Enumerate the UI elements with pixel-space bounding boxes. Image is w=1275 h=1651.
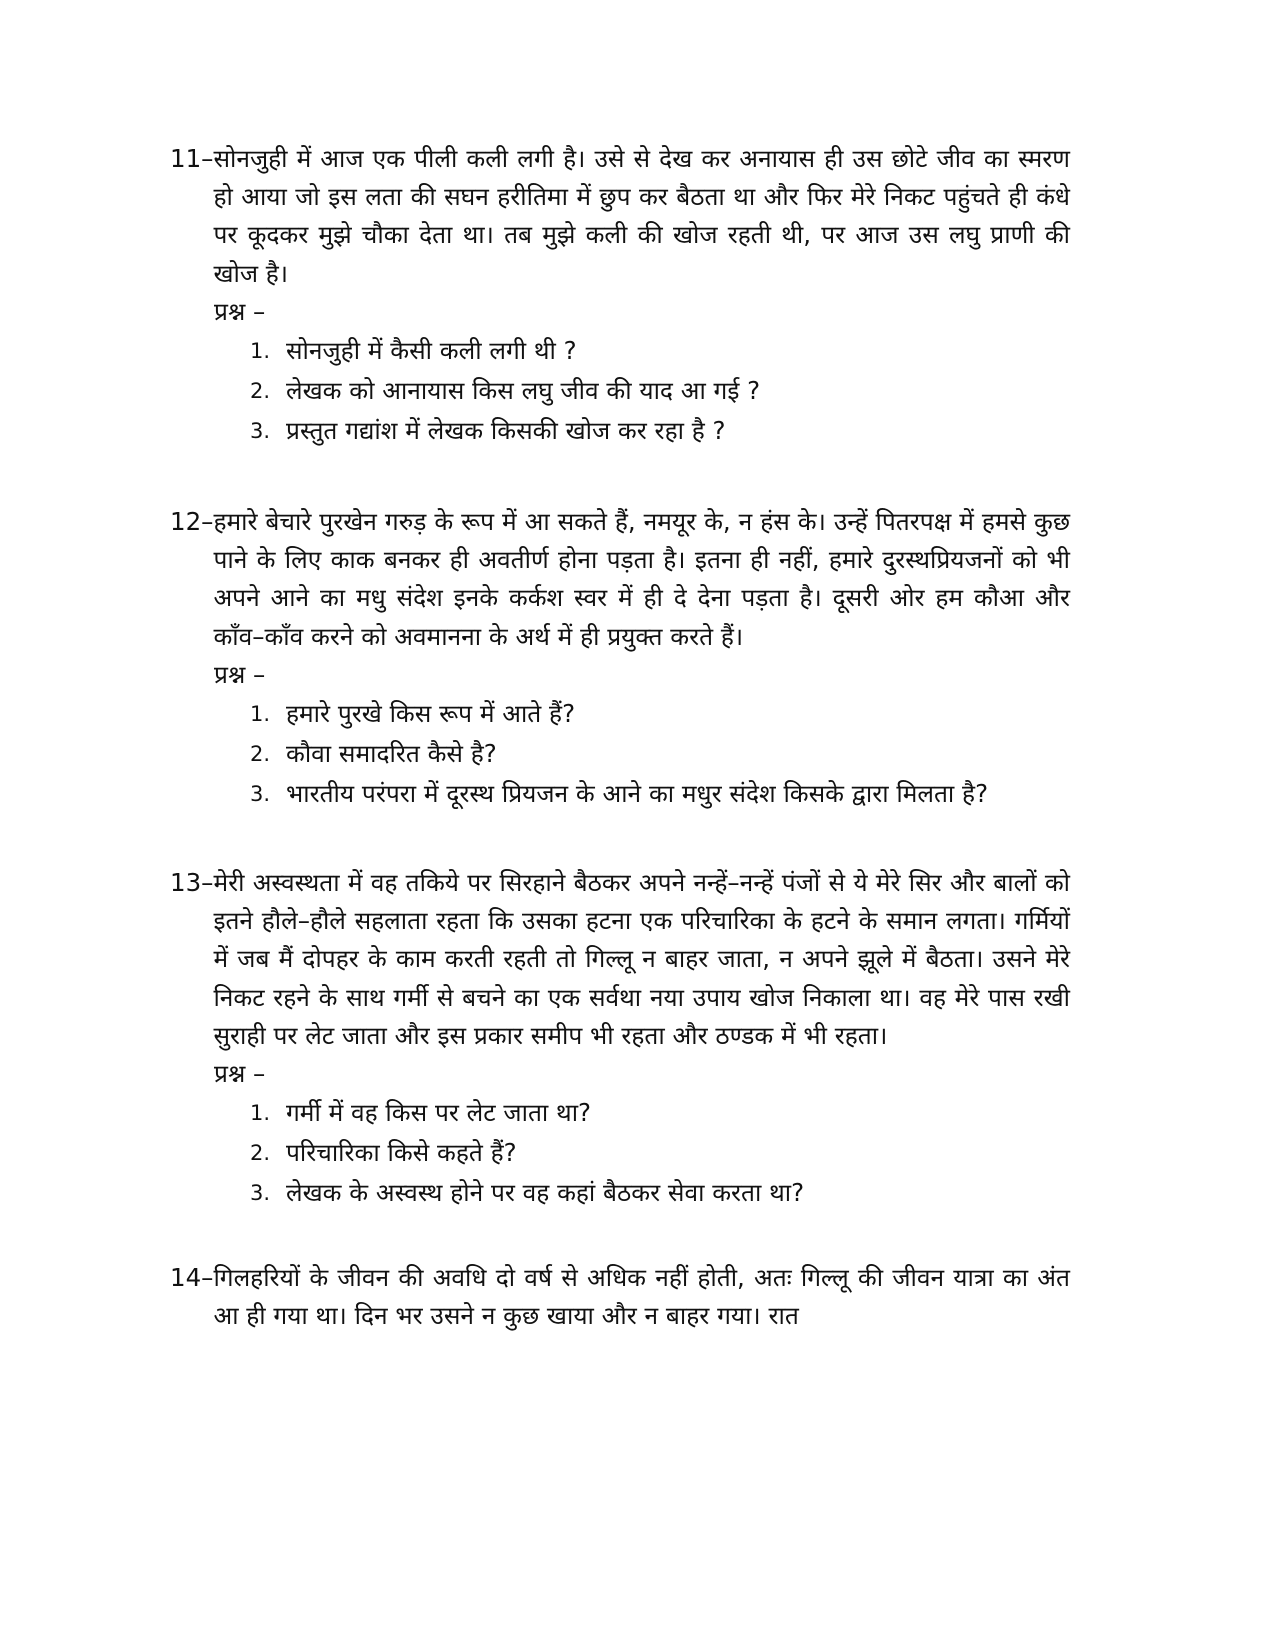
questions-heading: प्रश्न –: [214, 659, 266, 689]
question-item: [250, 694, 1070, 734]
passage-section-14: [170, 1259, 1070, 1335]
question-item: [250, 1093, 1070, 1133]
passage-block: [170, 503, 1070, 656]
passage-text: गिलहरियों के जीवन की अवधि दो वर्ष से अधिक नहीं होती, अतः गिल्लू की जीवन यात्रा का अंत आ ही गया था। दिन भर उसने न कुछ खाया और न बाहर गया। रात: [213, 1263, 1070, 1331]
question-list: [250, 694, 1070, 814]
passage-section-13: [170, 864, 1070, 1213]
question-item: [250, 734, 1070, 774]
question-item: [250, 331, 1070, 371]
question-number: 1.: [250, 1101, 271, 1126]
passage-block: [170, 1259, 1070, 1335]
question-number: 3.: [250, 782, 271, 807]
question-item: [250, 371, 1070, 411]
question-number: 2.: [250, 1141, 271, 1166]
passage-text: मेरी अस्वस्थता में वह तकिये पर सिरहाने बैठकर अपने नन्हें–नन्हें पंजों से ये मेरे सिर और बालों को इतने हौले–हौले सहलाता रहता कि उसका हटना एक परिचारिका के हटने के समान लगता। गर्मियों में जब मैं दोपहर के काम करती रहती तो गिल्लू न बाहर जाता, न अपने झूले में बैठता। उसने मेरे निकट रहने के साथ गर्मी से बचने का एक सर्वथा नया उपाय खोज निकाला था। वह मेरे पास रखी सुराही पर लेट जाता और इस प्रकार समीप भी रहता और ठण्डक में भी रहता।: [213, 868, 1070, 1050]
passage-number: 11–: [170, 144, 214, 173]
question-number: 3.: [250, 419, 271, 444]
document-page: [170, 140, 1070, 1336]
question-number: 3.: [250, 1181, 271, 1206]
passage-text: हमारे बेचारे पुरखेन गरुड़ के रूप में आ सकते हैं, नमयूर के, न हंस के। उन्हें पितरपक्ष में हमसे कुछ पाने के लिए काक बनकर ही अवतीर्ण होना पड़ता है। इतना ही नहीं, हमारे दुरस्थप्रियजनों को भी अपने आने का मधु संदेश इनके कर्कश स्वर में ही दे देना पड़ता है। दूसरी ओर हम कौआ और काँव–काँव करने को अवमानना के अर्थ में ही प्रयुक्त करते हैं।: [213, 507, 1070, 651]
question-text: लेखक के अस्वस्थ होने पर वह कहां बैठकर सेवा करता था?: [286, 1178, 805, 1208]
question-item: [250, 774, 1070, 814]
passage-block: [170, 864, 1070, 1055]
question-list: [250, 331, 1070, 451]
questions-heading: प्रश्न –: [214, 296, 266, 326]
passage-text: सोनजुही में आज एक पीली कली लगी है। उसे से देख कर अनायास ही उस छोटे जीव का स्मरण हो आया जो इस लता की सघन हरीतिमा में छुप कर बैठता था और फिर मेरे निकट पहुंचते ही कंधे पर कूदकर मुझे चौका देता था। तब मुझे कली की खोज रहती थी, पर आज उस लघु प्राणी की खोज है।: [213, 144, 1070, 288]
question-number: 2.: [250, 742, 271, 767]
question-item: [250, 1133, 1070, 1173]
question-text: लेखक को आनायास किस लघु जीव की याद आ गई ?: [286, 376, 761, 406]
question-text: परिचारिका किसे कहते हैं?: [286, 1138, 517, 1168]
question-number: 1.: [250, 339, 271, 364]
passage-number: 14–: [170, 1263, 214, 1293]
passage-section-11: [170, 140, 1070, 451]
question-text: प्रस्तुत गद्यांश में लेखक किसकी खोज कर रहा है ?: [286, 416, 726, 446]
passage-number: 13–: [170, 868, 214, 898]
question-text: कौवा समादरित कैसे है?: [286, 739, 497, 769]
question-number: 1.: [250, 702, 271, 727]
question-text: हमारे पुरखे किस रूप में आते हैं?: [286, 699, 576, 729]
passage-block: [170, 140, 1070, 293]
passage-section-12: [170, 503, 1070, 814]
question-text: गर्मी में वह किस पर लेट जाता था?: [286, 1098, 592, 1128]
question-item: [250, 411, 1070, 451]
passage-number: 12–: [170, 507, 214, 537]
question-item: [250, 1173, 1070, 1213]
question-text: सोनजुही में कैसी कली लगी थी ?: [286, 336, 577, 366]
question-list: [250, 1093, 1070, 1213]
question-text: भारतीय परंपरा में दूरस्थ प्रियजन के आने का मधुर संदेश किसके द्वारा मिलता है?: [286, 779, 989, 809]
question-number: 2.: [250, 379, 271, 404]
questions-heading: प्रश्न –: [214, 1059, 266, 1089]
